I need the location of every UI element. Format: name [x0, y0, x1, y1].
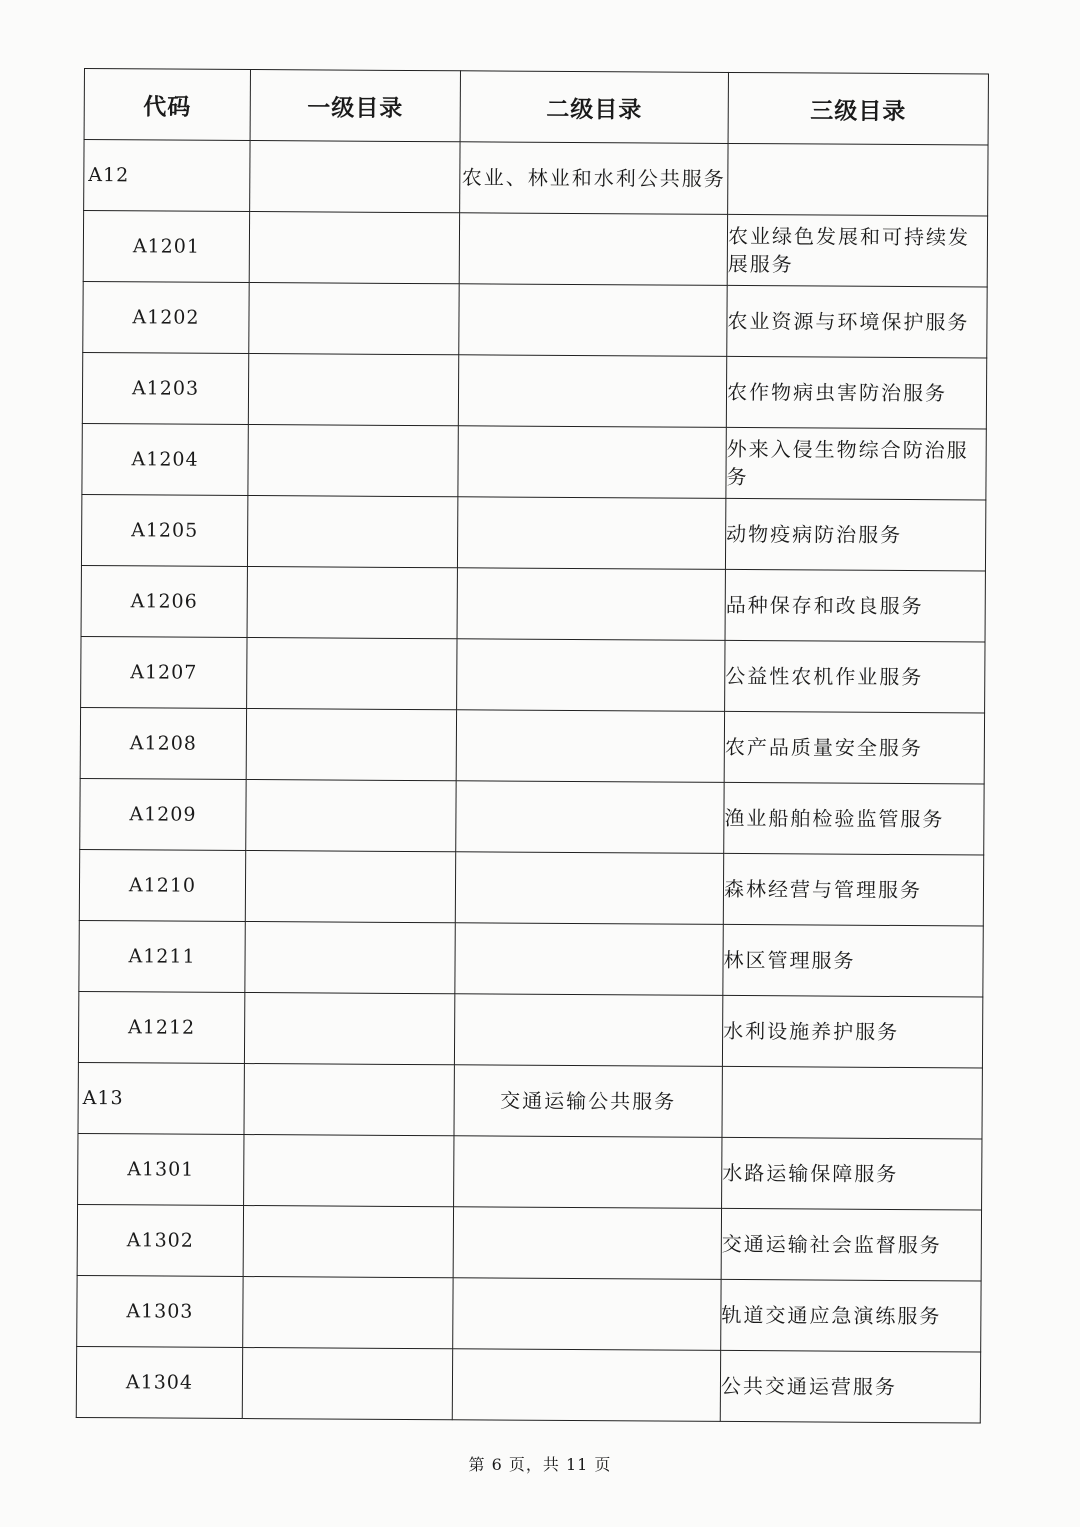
cell-level1 [245, 851, 455, 923]
cell-level3: 森林经营与管理服务 [723, 853, 983, 926]
cell-level3: 水路运输保障服务 [722, 1137, 982, 1210]
table-row [84, 140, 988, 217]
cell-code: A1205 [81, 494, 247, 566]
cell-level3 [728, 143, 988, 216]
cell-level1 [244, 992, 454, 1064]
cell-level2 [455, 923, 723, 996]
cell-code: A1301 [78, 1133, 244, 1205]
header-code: 代码 [84, 69, 250, 141]
cell-level3: 农作物病虫害防治服务 [726, 356, 986, 429]
table-row [77, 1275, 981, 1352]
table-body [76, 140, 988, 1423]
cell-level3: 农业绿色发展和可持续发展服务 [727, 214, 987, 287]
table-row [82, 423, 986, 500]
cell-code: A1207 [81, 636, 247, 708]
cell-code: A1211 [79, 920, 245, 992]
cell-level2 [452, 1349, 720, 1422]
table-row [81, 565, 985, 642]
table-row [81, 636, 985, 713]
cell-level1 [250, 141, 460, 213]
cell-level1 [247, 567, 457, 639]
cell-code: A12 [84, 140, 250, 212]
cell-level2: 交通运输公共服务 [454, 1065, 722, 1138]
cell-level2 [459, 284, 727, 357]
table-row [83, 211, 987, 288]
cell-code: A1206 [81, 565, 247, 637]
cell-level3: 农业资源与环境保护服务 [727, 285, 987, 358]
cell-level3: 品种保存和改良服务 [725, 569, 985, 642]
cell-level3: 公益性农机作业服务 [725, 640, 985, 713]
cell-level2 [454, 1136, 722, 1209]
table-row [78, 1062, 982, 1139]
cell-code: A1202 [83, 281, 249, 353]
header-level1: 一级目录 [250, 70, 460, 142]
table-row [78, 991, 982, 1068]
cell-level1 [249, 212, 459, 284]
cell-level3: 渔业船舶检验监管服务 [724, 782, 984, 855]
cell-level3: 农产品质量安全服务 [724, 711, 984, 784]
table-row [77, 1204, 981, 1281]
cell-level1 [246, 709, 456, 781]
cell-level3: 动物疫病防治服务 [725, 498, 985, 571]
table-row [79, 920, 983, 997]
cell-code: A1302 [77, 1204, 243, 1276]
cell-level2 [459, 213, 727, 286]
cell-code: A1204 [82, 423, 248, 495]
cell-code: A1209 [80, 778, 246, 850]
cell-level2 [454, 994, 722, 1067]
table-header-row [84, 69, 988, 146]
table-row [82, 352, 986, 429]
table-row [80, 707, 984, 784]
cell-level2 [456, 710, 724, 783]
catalog-table [76, 68, 989, 1424]
header-level2: 二级目录 [460, 71, 728, 144]
cell-level2 [457, 497, 725, 570]
page-number: 第 6 页，共 11 页 [468, 1455, 612, 1474]
cell-level1 [242, 1347, 452, 1419]
table-row [76, 1346, 980, 1423]
cell-level2 [457, 568, 725, 641]
cell-code: A1212 [78, 991, 244, 1063]
table-row [81, 494, 985, 571]
cell-level1 [247, 496, 457, 568]
cell-code: A1303 [77, 1275, 243, 1347]
cell-level1 [244, 1063, 454, 1135]
table-row [79, 849, 983, 926]
cell-level2 [453, 1278, 721, 1351]
cell-level3 [722, 1066, 982, 1139]
table-row [78, 1133, 982, 1210]
cell-level1 [243, 1205, 453, 1277]
table-row [80, 778, 984, 855]
cell-level2 [453, 1207, 721, 1280]
cell-level1 [244, 1134, 454, 1206]
cell-code: A1210 [79, 849, 245, 921]
cell-level1 [247, 638, 457, 710]
cell-level2 [455, 852, 723, 925]
cell-code: A1208 [80, 707, 246, 779]
header-level3: 三级目录 [728, 72, 988, 145]
cell-code: A1203 [82, 352, 248, 424]
table-row [83, 281, 987, 358]
cell-level2 [458, 426, 726, 499]
cell-level1 [248, 354, 458, 426]
cell-code: A1304 [76, 1346, 242, 1418]
cell-code: A1201 [83, 211, 249, 283]
cell-level3: 交通运输社会监督服务 [721, 1208, 981, 1281]
cell-code: A13 [78, 1062, 244, 1134]
cell-level2 [456, 781, 724, 854]
cell-level3: 外来入侵生物综合防治服务 [726, 427, 986, 500]
cell-level2 [457, 639, 725, 712]
cell-level3: 轨道交通应急演练服务 [721, 1279, 981, 1352]
cell-level1 [246, 780, 456, 852]
cell-level3: 公共交通运营服务 [720, 1350, 980, 1423]
cell-level1 [248, 425, 458, 497]
cell-level3: 水利设施养护服务 [722, 995, 982, 1068]
cell-level2 [458, 355, 726, 428]
cell-level1 [245, 922, 455, 994]
cell-level1 [243, 1276, 453, 1348]
cell-level1 [249, 283, 459, 355]
cell-level2: 农业、林业和水利公共服务 [460, 142, 728, 215]
cell-level3: 林区管理服务 [723, 924, 983, 997]
